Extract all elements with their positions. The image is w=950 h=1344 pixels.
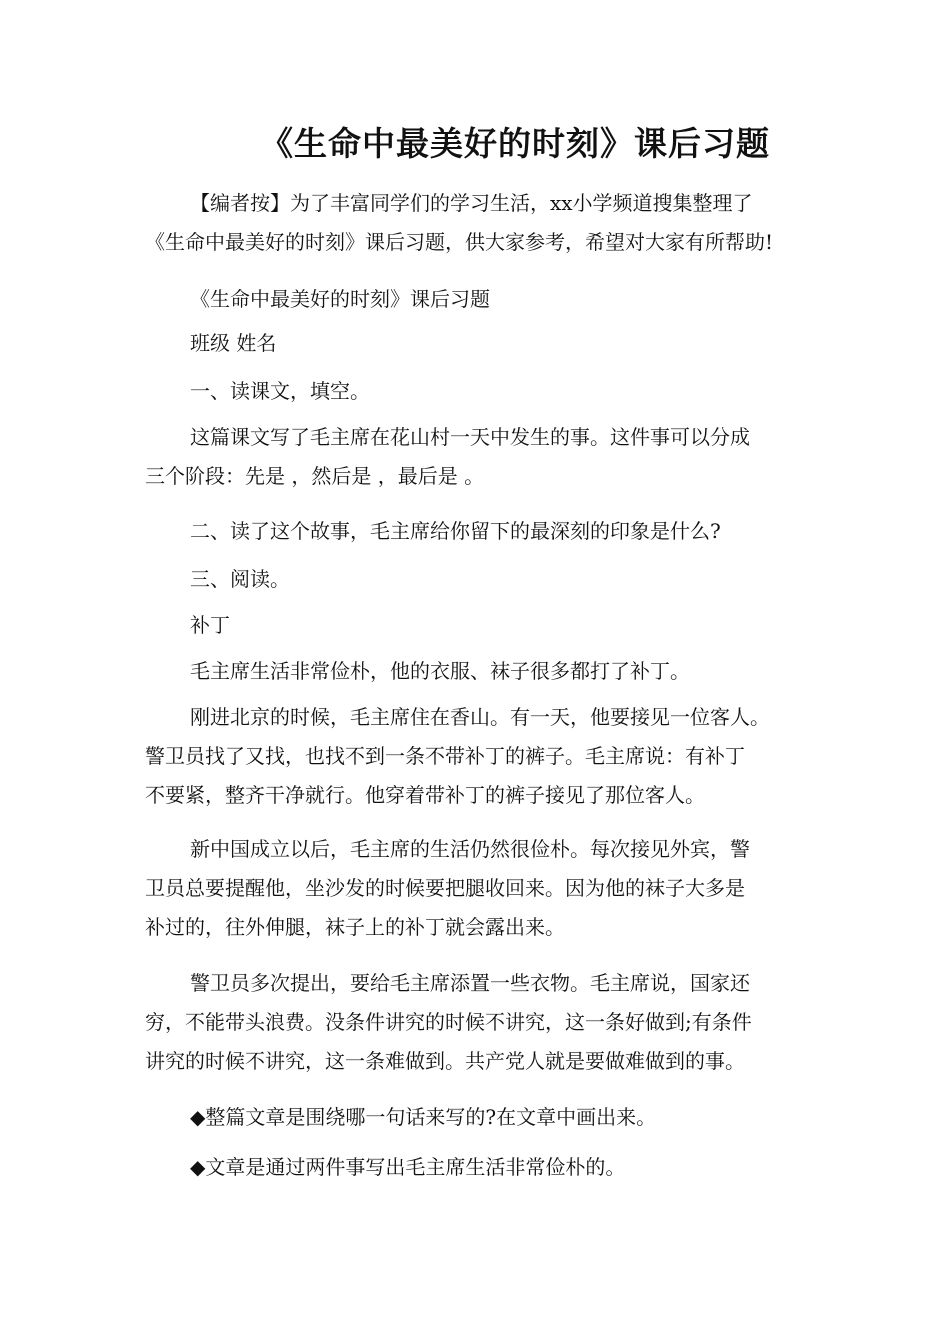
editor-note: [145, 184, 811, 262]
story-paragraph-2: [145, 698, 811, 815]
story-paragraph-4-line-2: 穷，不能带头浪费。没条件讲究的时候不讲究，这一条好做到;有条件: [145, 1010, 752, 1034]
section-1-heading: 一、读课文，填空。: [190, 379, 370, 403]
question-2: ◆文章是通过两件事写出毛主席生活非常俭朴的。: [190, 1155, 626, 1179]
story-paragraph-3: [145, 830, 811, 947]
story-paragraph-1: 毛主席生活非常俭朴，他的衣服、袜子很多都打了补丁。: [190, 659, 690, 683]
story-paragraph-3-line-1: 新中国成立以后，毛主席的生活仍然很俭朴。每次接见外宾，警: [190, 837, 750, 861]
subtitle: 《生命中最美好的时刻》课后习题: [190, 287, 490, 311]
section-3-heading: 三、阅读。: [190, 567, 290, 591]
story-paragraph-4-line-1: 警卫员多次提出，要给毛主席添置一些衣物。毛主席说，国家还: [190, 971, 750, 995]
question-1: ◆整篇文章是围绕哪一句话来写的?在文章中画出来。: [190, 1105, 657, 1129]
story-paragraph-4: [145, 964, 811, 1081]
story-paragraph-3-line-3: 补过的，往外伸腿，袜子上的补丁就会露出来。: [145, 915, 565, 939]
section-2-heading: 二、读了这个故事，毛主席给你留下的最深刻的印象是什么?: [190, 519, 721, 543]
story-paragraph-3-line-2: 卫员总要提醒他，坐沙发的时候要把腿收回来。因为他的袜子大多是: [145, 876, 745, 900]
story-paragraph-2-line-3: 不要紧，整齐干净就行。他穿着带补丁的裤子接见了那位客人。: [145, 783, 705, 807]
section-1-body-line-2: 三个阶段：先是 ，然后是 ，最后是 。: [145, 464, 485, 488]
editor-note-line-2: 《生命中最美好的时刻》课后习题，供大家参考，希望对大家有所帮助!: [145, 230, 774, 254]
story-paragraph-2-line-2: 警卫员找了又找，也找不到一条不带补丁的裤子。毛主席说：有补丁: [145, 744, 745, 768]
story-paragraph-2-line-1: 刚进北京的时候，毛主席住在香山。有一天，他要接见一位客人。: [190, 705, 770, 729]
document-title: 《生命中最美好的时刻》课后习题: [260, 124, 770, 163]
story-title: 补丁: [190, 613, 230, 637]
editor-note-line-1: 【编者按】为了丰富同学们的学习生活，xx小学频道搜集整理了: [190, 191, 753, 215]
section-1-body: [145, 418, 811, 496]
class-name-line: 班级 姓名: [190, 331, 277, 355]
section-1-body-line-1: 这篇课文写了毛主席在花山村一天中发生的事。这件事可以分成: [190, 425, 750, 449]
story-paragraph-4-line-3: 讲究的时候不讲究，这一条难做到。共产党人就是要做难做到的事。: [145, 1049, 745, 1073]
